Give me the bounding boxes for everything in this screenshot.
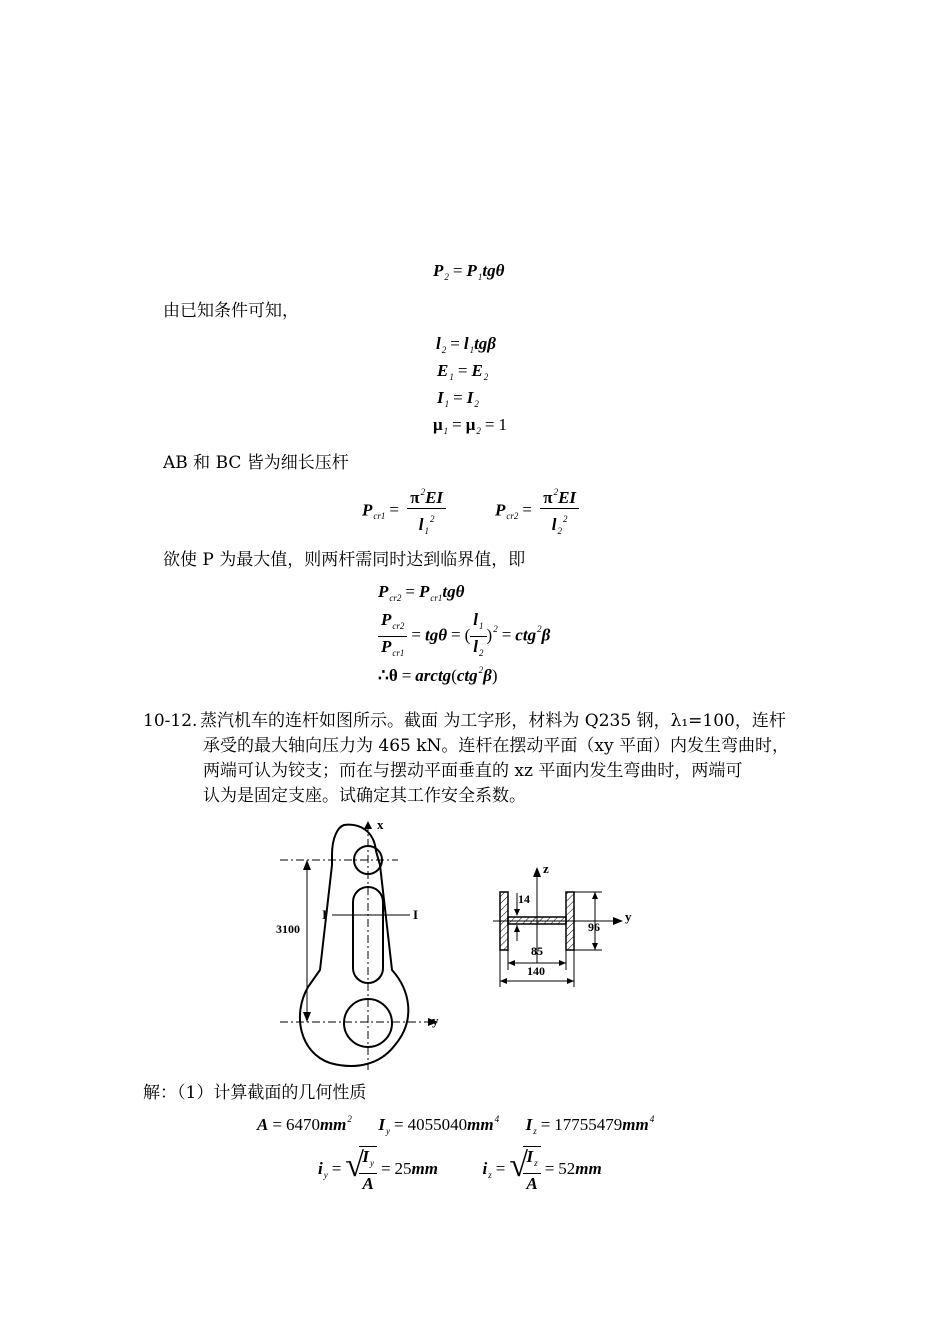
- intro-text: 由已知条件可知，: [163, 301, 299, 321]
- equation-ratio: $\frac{P_{cr2}}{P_{cr1}}$ = tgθ = ( $\frac{l_1}{l_2}$ )$^2$ = ctg$^2$β: [378, 610, 550, 663]
- connecting-rod-figure: [270, 815, 450, 1075]
- ab-bc-text: AB 和 BC 皆为细长压杆: [163, 453, 349, 473]
- section-label-right: I: [413, 907, 419, 922]
- equation-p2: $P_2 = P_1tg\theta$: [433, 261, 505, 282]
- axis-y-label-section: y: [625, 909, 632, 924]
- axis-x-label: x: [377, 817, 384, 832]
- equation-mu: $\mu_1 = \mu_2 = 1$: [433, 415, 507, 436]
- i-section-figure: [485, 855, 645, 995]
- equation-l2: $l_2 = l_1tg\beta$: [436, 334, 496, 355]
- problem-line-2: 承受的最大轴向压力为 465 kN。连杆在摆动平面（xy 平面）内发生弯曲时，: [203, 736, 790, 756]
- section-label-left: I: [322, 907, 328, 922]
- equation-i1: $I_1 = I_2$: [437, 388, 479, 409]
- equation-radius-of-gyration: $i_y$ = √ $\frac{I_y}{A}$ = 25mm $i_z$ = √ $\frac{I_z}{A}$ = 52mm: [318, 1147, 602, 1193]
- equation-section-properties: $A = 6470mm^2$ $I_y = 4055040mm^4$ $I_z = 17755479mm^4$: [257, 1114, 655, 1136]
- solution-label: 解：（1）计算截面的几何性质: [143, 1083, 367, 1103]
- equation-pcr1: $P_{cr1}$ = $\frac{\pi^2EI}{l_1^2}$: [362, 482, 446, 541]
- equation-e1: $E_1 = E_2$: [437, 361, 489, 382]
- problem-line-1: 蒸汽机车的连杆如图所示。截面 为工字形，材料为 Q235 钢，λ₁=100，连杆: [200, 711, 786, 731]
- length-3100-label: 3100: [276, 922, 300, 936]
- problem-line-3: 两端可认为铰支；而在与摆动平面垂直的 xz 平面内发生弯曲时，两端可: [203, 761, 743, 781]
- equation-theta: ∴θ = arctg(ctg$^2$β): [378, 665, 498, 685]
- dim-14-label: 14: [518, 892, 530, 906]
- axis-z-label: z: [543, 861, 549, 876]
- max-p-text: 欲使 P 为最大值，则两杆需同时达到临界值，即: [163, 550, 526, 570]
- equation-pcr2: $P_{cr2}$ = $\frac{\pi^2EI}{l_2^2}$: [495, 482, 579, 541]
- dim-140-label: 140: [527, 964, 545, 978]
- problem-number: 10-12.: [143, 711, 198, 731]
- x-arrow: [364, 821, 372, 829]
- axis-y-label: y: [432, 1013, 439, 1028]
- dim-96-label: 96: [588, 920, 600, 934]
- equation-pcr-equal: $P_{cr2} = P_{cr1}tg\theta$: [378, 582, 465, 603]
- problem-line-4: 认为是固定支座。试确定其工作安全系数。: [203, 786, 526, 806]
- dim-85-label: 85: [531, 944, 543, 958]
